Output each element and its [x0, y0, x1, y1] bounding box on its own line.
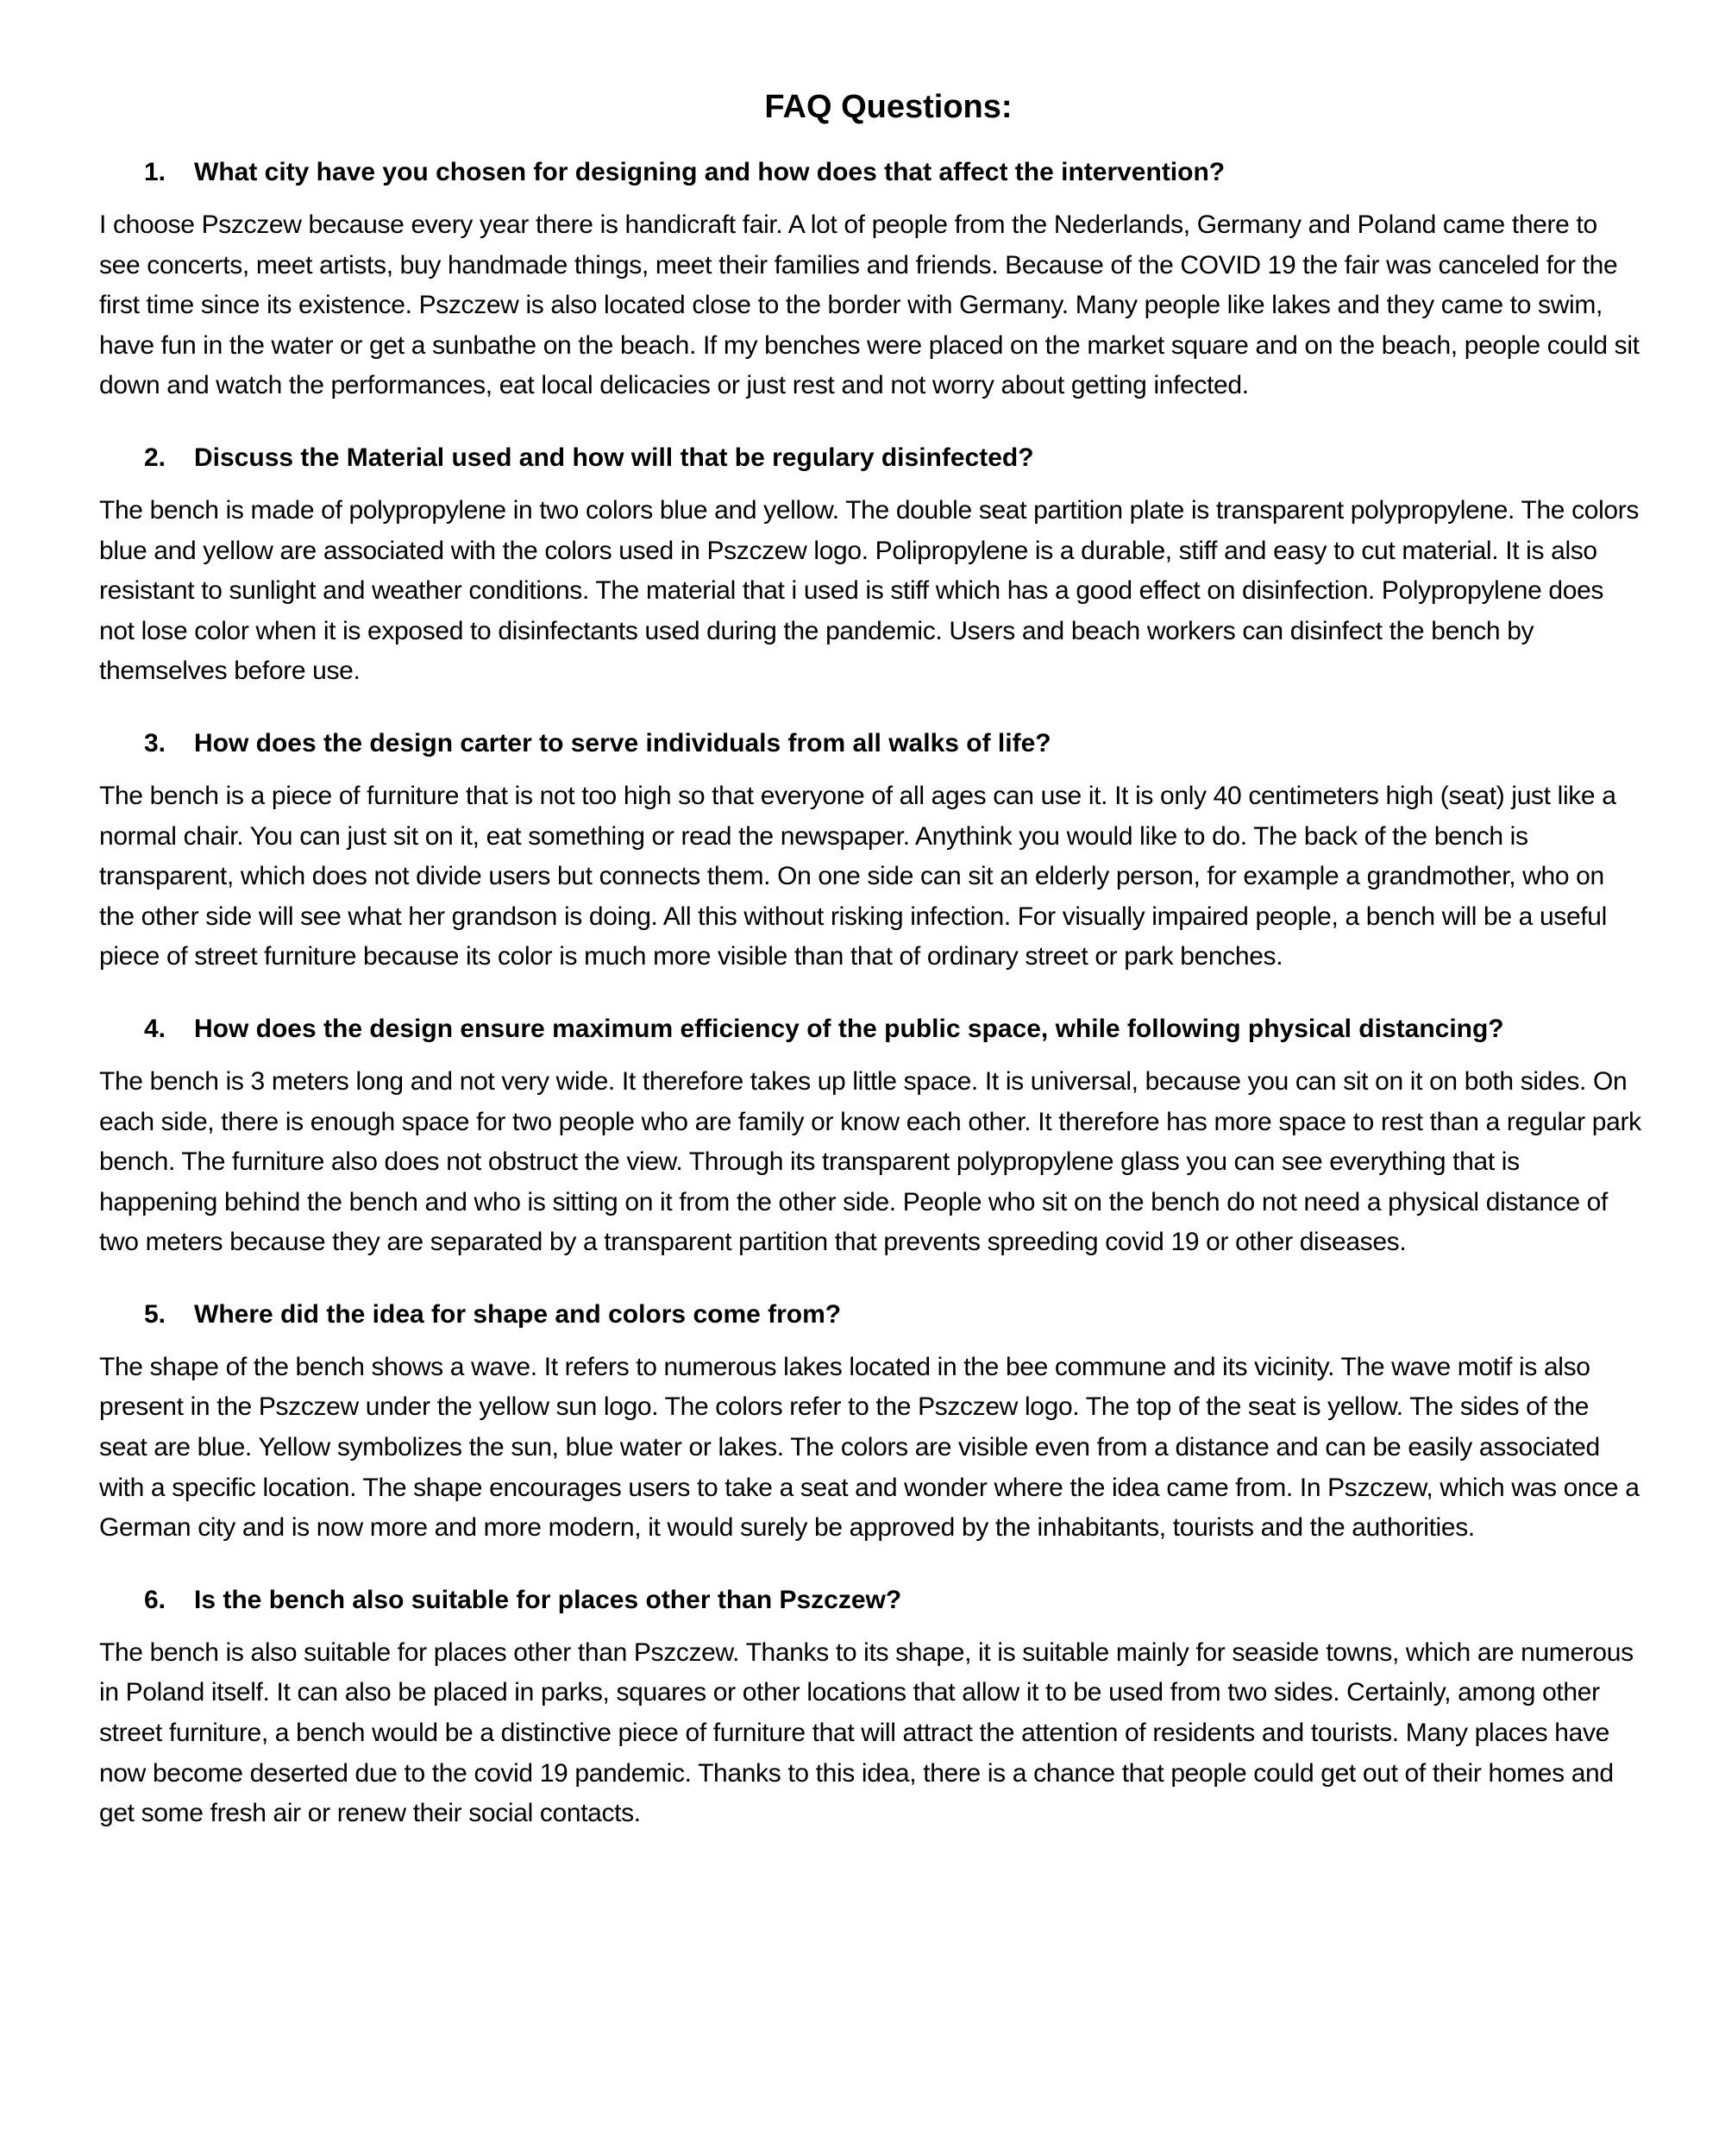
question-number: 6.	[144, 1585, 166, 1614]
question-text: Where did the idea for shape and colors come from?	[194, 1299, 842, 1329]
question-number: 4.	[144, 1014, 166, 1043]
faq-question	[99, 1298, 1643, 1332]
question-text: What city have you chosen for designing and how does that affect the intervention?	[194, 158, 1226, 186]
faq-item-5	[99, 1298, 1643, 1549]
faq-item-3	[99, 726, 1643, 977]
question-text: How does the design carter to serve individuals from all walks of life?	[194, 728, 1051, 757]
document-page	[99, 86, 1643, 1869]
page-title: FAQ Questions:	[764, 89, 1013, 125]
answer-text: The bench is 3 meters long and not very wide. It therefore takes up little space. It is universal, because you can sit on it on both sides. On each side, there is enough space for two people who are family or know each other. It therefore has more space to rest than a regular park bench. The furniture also does not obstruct the view. Through its transparent polypropylene glass you can see everything that is happening behind the bench and who is sitting on it from the other side. People who sit on the bench do not need a physical distance of two meters because they are separated by a transparent partition that prevents spreeding covid 19 or other diseases.	[99, 1066, 1641, 1257]
faq-answer	[99, 205, 1643, 406]
faq-answer	[99, 491, 1643, 692]
answer-text: The bench is made of polypropylene in two colors blue and yellow. The double seat partition plate is transparent polypropylene. The colors blue and yellow are associated with the colors used in Pszczew logo. Polipropylene is a durable, stiff and easy to cut material. It is also resistant to sunlight and weather conditions. The material that i used is stiff which has a good effect on disinfection. Polypropylene does not lose color when it is exposed to disinfectants used during the pandemic. Users and beach workers can disinfect the bench by themselves before use.	[99, 495, 1640, 686]
faq-question	[99, 441, 1643, 475]
question-text: How does the design ensure maximum efficiency of the public space, while following physical distancing?	[194, 1014, 1504, 1043]
faq-item-6	[99, 1583, 1643, 1834]
faq-item-1	[99, 155, 1643, 406]
faq-question	[99, 1012, 1643, 1047]
question-number: 2.	[144, 443, 166, 472]
faq-item-2	[99, 441, 1643, 692]
faq-answer	[99, 1062, 1643, 1263]
faq-item-4	[99, 1012, 1643, 1263]
question-number: 3.	[144, 728, 166, 757]
answer-text: The bench is a piece of furniture that is not too high so that everyone of all ages can use it. It is only 40 centimeters high (seat) just like a normal chair. You can just sit on it, eat something or read the newspaper. Anythink you would like to do. The back of the bench is transparent, which does not divide users but connects them. On one side can sit an elderly person, for example a grandmother, who on the other side will see what her grandson is doing. All this without risking infection. For visually impaired people, a bench will be a useful piece of street furniture because its color is much more visible than that of ordinary street or park benches.	[99, 781, 1616, 971]
question-text: Discuss the Material used and how will that be regulary disinfected?	[194, 443, 1034, 472]
answer-text: I choose Pszczew because every year there is handicraft fair. A lot of people from the Nederlands, Germany and Poland came there to see concerts, meet artists, buy handmade things, meet their families and friends. Because of the COVID 19 the fair was canceled for the first time since its existence. Pszczew is also located close to the border with Germany. Many people like lakes and they came to swim, have fun in the water or get a sunbathe on the beach. If my benches were placed on the market square and on the beach, people could sit down and watch the performances, eat local delicacies or just rest and not worry about getting infected.	[99, 211, 1640, 400]
faq-answer	[99, 776, 1643, 977]
question-text: Is the bench also suitable for places other than Pszczew?	[194, 1585, 902, 1614]
faq-answer	[99, 1633, 1643, 1834]
faq-question	[99, 726, 1643, 761]
answer-text: The shape of the bench shows a wave. It refers to numerous lakes located in the bee commune and its vicinity. The wave motif is also present in the Pszczew under the yellow sun logo. The colors refer to the Pszczew logo. The top of the seat is yellow. The sides of the seat are blue. Yellow symbolizes the sun, blue water or lakes. The colors are visible even from a distance and can be easily associated with a specific location. The shape encourages users to take a seat and wonder where the idea came from. In Pszczew, which was once a German city and is now more and more modern, it would surely be approved by the inhabitants, tourists and the authorities.	[99, 1352, 1640, 1543]
question-number: 1.	[144, 158, 166, 186]
faq-question	[99, 1583, 1643, 1618]
faq-answer	[99, 1348, 1643, 1549]
faq-question	[99, 155, 1643, 190]
answer-text: The bench is also suitable for places other than Pszczew. Thanks to its shape, it is suitable mainly for seaside towns, which are numerous in Poland itself. It can also be placed in parks, squares or other locations that allow it to be used from two sides. Certainly, among other street furniture, a bench would be a distinctive piece of furniture that will attract the attention of residents and tourists. Many places have now become deserted due to the covid 19 pandemic. Thanks to this idea, there is a chance that people could get out of their homes and get some fresh air or renew their social contacts.	[99, 1637, 1634, 1828]
question-number: 5.	[144, 1299, 166, 1329]
